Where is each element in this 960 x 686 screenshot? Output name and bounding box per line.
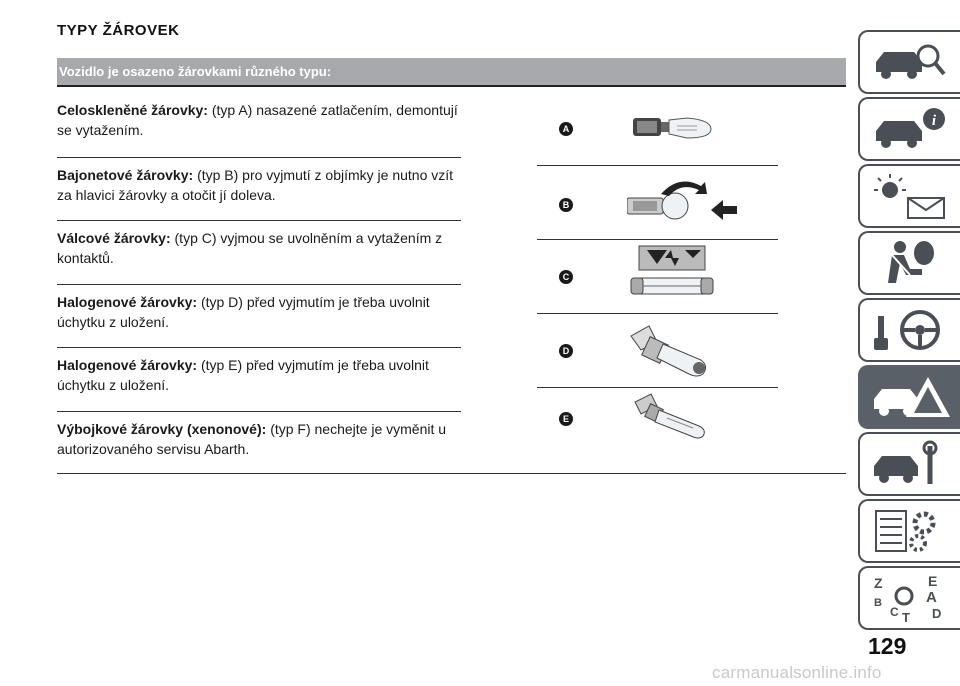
list-item (57, 285, 461, 349)
list-item (57, 412, 461, 476)
svg-text:i: i (931, 113, 937, 129)
car-breakdown-warning-icon (870, 373, 950, 423)
list-item (57, 94, 461, 158)
technical-data-gear-icon (870, 507, 950, 557)
car-maintenance-wrench-icon (870, 440, 950, 490)
entry-text (57, 94, 461, 140)
index-letter: A (926, 589, 937, 606)
entry-label: Celoskleněné žárovky: (57, 102, 208, 118)
bulb-row-e (537, 388, 778, 462)
car-info-icon (870, 105, 950, 155)
bulb-row-c (537, 240, 778, 314)
bulb-label-badge: E (559, 412, 573, 426)
entry-description: (typ D) před vyjmutím je třeba uvolnit úchytku z uložení. (57, 293, 430, 330)
list-item (57, 348, 461, 412)
entry-description: (typ E) před vyjmutím je třeba uvolnit úchytku z uložení. (57, 357, 429, 393)
watermark: carmanualsonline.info (712, 663, 882, 682)
index-letter: D (932, 606, 942, 621)
tab-technical-data[interactable] (858, 499, 960, 563)
bulb-row-a (537, 92, 778, 166)
list-item (57, 221, 461, 285)
tab-car-knowledge[interactable] (858, 30, 960, 94)
warning-light-message-icon (870, 172, 950, 222)
banner-text: Vozidlo je osazeno žárovkami různého typu: (59, 64, 332, 79)
bulb-label-badge: D (559, 344, 573, 358)
entry-description: (typ B) pro vyjmutí z objímky je nutno vzít za hlavici žárovky a otočit jí doleva. (57, 166, 454, 203)
tab-index[interactable] (858, 566, 960, 630)
section-banner (57, 58, 846, 87)
bulb-label-badge: C (559, 270, 573, 284)
tab-car-info[interactable] (858, 97, 960, 161)
entry-description: (typ A) nasazené zatlačením, demontují se vytažením. (57, 102, 458, 138)
halogen-bulb-e-icon (627, 388, 717, 448)
bottom-divider (57, 473, 846, 474)
index-letter: B (874, 597, 882, 609)
bulb-row-b (537, 166, 778, 240)
festoon-bulb-icon (627, 244, 717, 306)
bulb-label-badge: B (559, 198, 573, 212)
index-letter: T (902, 610, 910, 624)
bayonet-bulb-icon (627, 172, 737, 234)
entry-description: (typ C) vyjmou se uvolněním a vytažením z kontaktů. (57, 230, 443, 266)
airbag-seatbelt-icon (870, 239, 950, 289)
bulb-label-badge: A (559, 122, 573, 136)
tab-starting-driving[interactable] (858, 298, 960, 362)
wedge-bulb-icon (627, 102, 717, 152)
halogen-bulb-d-icon (627, 316, 717, 384)
tab-servicing[interactable] (858, 432, 960, 496)
entry-text (57, 158, 461, 205)
entry-text (57, 348, 461, 395)
entry-text (57, 412, 461, 459)
tab-safety[interactable] (858, 231, 960, 295)
entry-description: (typ F) nechejte je vyměnit u autorizovaného servisu Abarth. (57, 420, 447, 457)
entry-text (57, 285, 461, 332)
car-search-icon (870, 38, 950, 88)
steering-wheel-key-icon (870, 306, 950, 356)
entry-label: Výbojkové žárovky (xenonové): (57, 420, 267, 437)
entry-label: Bajonetové žárovky: (57, 166, 194, 183)
entry-text (57, 221, 461, 268)
section-title: TYPY ŽÁROVEK (57, 22, 180, 39)
bulb-illustrations (537, 92, 778, 462)
index-letter: Z (874, 575, 883, 591)
index-letter: E (928, 574, 938, 589)
entry-label: Halogenové žárovky: (57, 293, 198, 310)
tab-in-emergency[interactable] (858, 365, 960, 429)
index-letter: C (890, 605, 899, 619)
bulb-type-list (57, 94, 461, 475)
alphabetical-index-icon (870, 574, 950, 624)
page-number: 129 (868, 633, 907, 659)
bulb-row-d (537, 314, 778, 388)
entry-label: Halogenové žárovky: (57, 357, 198, 373)
list-item (57, 158, 461, 222)
tab-warning-lights[interactable] (858, 164, 960, 228)
entry-label: Válcové žárovky: (57, 230, 171, 246)
